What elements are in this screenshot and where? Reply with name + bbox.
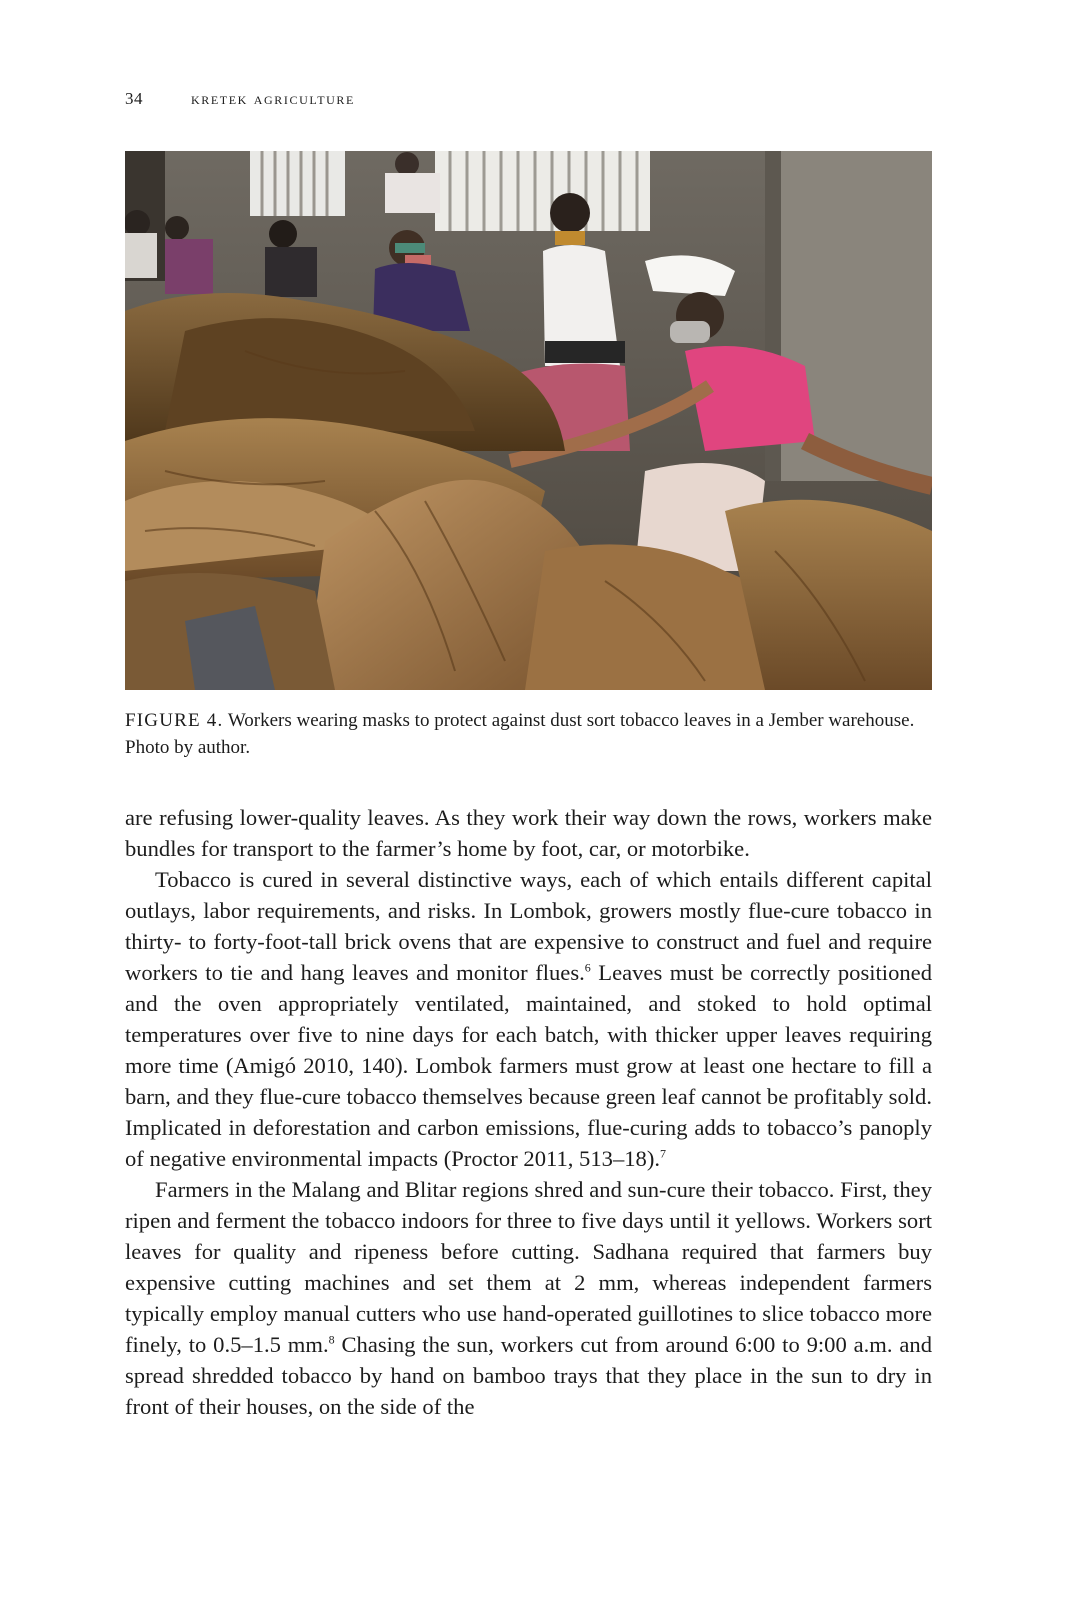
- paragraph-3-text-b: Chasing the sun, workers cut from around 6:00 to 9:00 a.m. and spread shredded tobacco by hand on bamboo trays that they place in the sun to dry in front of their houses, on the side of the: [125, 1332, 932, 1419]
- paragraph-3: [125, 1174, 932, 1422]
- paragraph-2: [125, 864, 932, 1174]
- paragraph-1: are refusing lower-quality leaves. As they work their way down the rows, workers make bundles for transport to the farmer’s home by foot, car, or motorbike.: [125, 805, 932, 861]
- paragraph-2-text-b: Leaves must be correctly positioned and the oven appropriately ventilated, maintained, and stoked to hold optimal temperatures over five to nine days for each batch, with thicker upper leaves requiring more time (Amigó 2010, 140). Lombok farmers must grow at least one hectare to fill a barn, and they flue-cure tobacco themselves because green leaf cannot be profitably sold. Implicated in deforestation and carbon emissions, flue-curing adds to tobacco’s panoply of negative environmental impacts (Proctor 2011, 513–18).: [125, 960, 932, 1171]
- figure-caption-text: Workers wearing masks to protect against dust sort tobacco leaves in a Jember warehouse. Photo by author.: [125, 710, 915, 758]
- warehouse-photo: [125, 151, 932, 690]
- paragraph-3-text-a: Farmers in the Malang and Blitar regions shred and sun-cure their tobacco. First, they ripen and ferment the tobacco indoors for three to five days until it yellows. Workers sort leaves for quality and ripeness before cutting. Sadhana required that farmers buy expensive cutting machines and set them at 2 mm, whereas independent farmers typically employ manual cutters who use hand-operated guillotines to slice tobacco more finely, to 0.5–1.5 mm.: [125, 1177, 932, 1357]
- page-number: 34: [125, 89, 143, 108]
- figure-label: FIGURE 4.: [125, 710, 224, 731]
- figure-caption: [125, 707, 935, 761]
- paragraph-2-text-a: Tobacco is cured in several distinctive ways, each of which entails different capital outlays, labor requirements, and risks. In Lombok, growers mostly flue-cure tobacco in thirty- to forty-foot-tall brick ovens that are expensive to construct and fuel and require workers to tie and hang leaves and monitor flues.: [125, 867, 932, 985]
- window-left: [250, 151, 345, 216]
- footnote-ref-7[interactable]: 7: [660, 1146, 667, 1161]
- running-head: [125, 89, 355, 109]
- running-title: kretek agriculture: [191, 89, 355, 108]
- figure-photo: [125, 151, 932, 690]
- body-text: [125, 802, 932, 1422]
- footnote-ref-6[interactable]: 6: [584, 960, 591, 975]
- window-right: [435, 151, 650, 231]
- footnote-ref-8[interactable]: 8: [328, 1332, 335, 1347]
